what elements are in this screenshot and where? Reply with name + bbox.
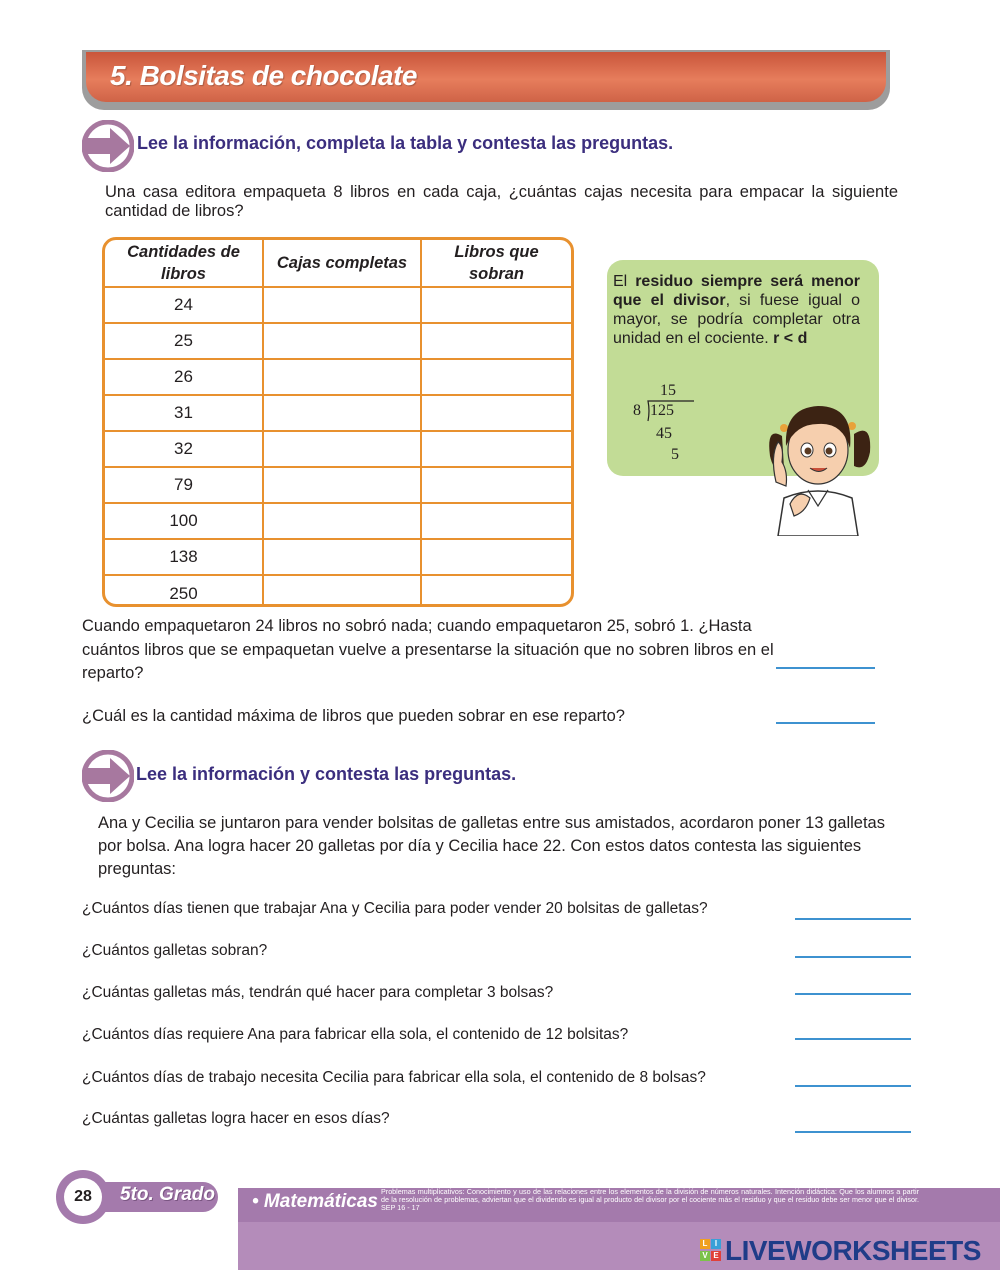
logo-letter: I (711, 1239, 721, 1249)
books-count: 100 (105, 503, 263, 539)
question-item: ¿Cuántos días requiere Ana para fabricar ella sola, el contenido de 12 bolsitas? (82, 1026, 629, 1043)
answer-line[interactable] (795, 956, 911, 958)
books-count: 26 (105, 359, 263, 395)
division-quotient: 15 (660, 382, 676, 399)
problem-2: Ana y Cecilia se juntaron para vender bolsitas de galletas entre sus amistados, acordaron poner 13 galletas por bolsa. Ana logra hacer 20 galletas por día y Cecilia hace 22. Con estos datos contesta las siguientes preguntas: (98, 814, 885, 878)
division-divisor: 8 (633, 402, 641, 419)
full-boxes-input[interactable] (263, 575, 421, 607)
table-row (105, 359, 571, 395)
info-rest: , si fuese igual o mayor, se podría completar otra unidad en el cociente. (613, 292, 861, 347)
answer-line[interactable] (776, 667, 875, 669)
table-row (105, 395, 571, 431)
info-text (613, 272, 860, 348)
leftover-books-input[interactable] (421, 287, 571, 323)
leftover-books-input[interactable] (421, 539, 571, 575)
leftover-books-input[interactable] (421, 323, 571, 359)
table-row (105, 323, 571, 359)
grade-label: 5to. Grado (120, 1184, 216, 1205)
answer-line[interactable] (776, 722, 875, 724)
answer-line[interactable] (795, 918, 911, 920)
division-example (628, 382, 708, 472)
full-boxes-input[interactable] (263, 287, 421, 323)
answer-line[interactable] (795, 993, 911, 995)
leftover-books-input[interactable] (421, 575, 571, 607)
info-bold: residuo siempre será menor que el divisor (613, 273, 860, 309)
books-count: 31 (105, 395, 263, 431)
logo-letter: E (711, 1251, 721, 1261)
question-item: ¿Cuántos días de trabajo necesita Cecilia para fabricar ella sola, el contenido de 8 bolsas? (82, 1069, 706, 1086)
girl-illustration (762, 386, 874, 536)
arrow-right-icon (82, 750, 134, 802)
books-count: 138 (105, 539, 263, 575)
liveworksheets-logo (700, 1235, 981, 1267)
page-number: 28 (64, 1178, 102, 1216)
books-count: 25 (105, 323, 263, 359)
question-item: ¿Cuántas galletas más, tendrán qué hacer para completar 3 bolsas? (82, 984, 554, 1001)
answer-line[interactable] (795, 1085, 911, 1087)
table-header-cell: Libros que sobran (421, 240, 571, 287)
question-item: ¿Cuántas galletas logra hacer en esos días? (82, 1110, 390, 1127)
question-item: ¿Cuántos días tienen que trabajar Ana y Cecilia para poder vender 20 bolsitas de galletas? (82, 900, 708, 917)
table-row (105, 575, 571, 607)
division-bracket (644, 399, 696, 423)
table-row (105, 539, 571, 575)
full-boxes-input[interactable] (263, 467, 421, 503)
full-boxes-input[interactable] (263, 323, 421, 359)
table-row (105, 503, 571, 539)
arrow-right-icon (82, 120, 134, 172)
subject-label: • Matemáticas (252, 1191, 378, 1212)
info-intro: El (613, 273, 628, 290)
answer-line[interactable] (795, 1038, 911, 1040)
instruction-2: Lee la información y contesta las preguntas. (136, 764, 517, 784)
table-header-row (105, 240, 571, 287)
full-boxes-input[interactable] (263, 431, 421, 467)
logo-letter: L (700, 1239, 710, 1249)
books-table (102, 237, 574, 607)
table-header-cell: Cantidades de libros (105, 240, 263, 287)
division-partial: 45 (656, 425, 672, 442)
leftover-books-input[interactable] (421, 359, 571, 395)
logo-letter: V (700, 1251, 710, 1261)
answer-line[interactable] (795, 1131, 911, 1133)
full-boxes-input[interactable] (263, 503, 421, 539)
leftover-books-input[interactable] (421, 431, 571, 467)
leftover-books-input[interactable] (421, 467, 571, 503)
question-item: ¿Cuántos galletas sobran? (82, 942, 268, 959)
question-2: ¿Cuál es la cantidad máxima de libros que pueden sobrar en ese reparto? (82, 707, 625, 725)
question-1: Cuando empaquetaron 24 libros no sobró nada; cuando empaquetaron 25, sobró 1. ¿Hasta cuántos libros que se empaquetan vuelve a presentarse la situación que no sobren libros en el reparto? (82, 617, 774, 682)
footer-note: Problemas multiplicativos: Conocimiento y uso de las relaciones entre los elementos de la división de números naturales. Intención didáctica: Que los alumnos a partir de la resolución de problemas, adviertan que el dividendo es igual al producto del divisor por el cociente más el residuo y que el residuo debe ser menor que el divisor. SEP 16 - 17 (381, 1187, 919, 1213)
full-boxes-input[interactable] (263, 395, 421, 431)
books-count: 24 (105, 287, 263, 323)
table-row (105, 431, 571, 467)
page-title: 5. Bolsitas de chocolate (110, 60, 417, 91)
info-formula: r < d (773, 330, 808, 347)
table-row (105, 467, 571, 503)
problem-1: Una casa editora empaqueta 8 libros en cada caja, ¿cuántas cajas necesita para empacar la siguiente cantidad de libros? (105, 183, 898, 220)
leftover-books-input[interactable] (421, 503, 571, 539)
division-remainder: 5 (671, 446, 679, 463)
division-dividend: 125 (650, 402, 674, 419)
full-boxes-input[interactable] (263, 539, 421, 575)
table-row (105, 287, 571, 323)
books-count: 32 (105, 431, 263, 467)
logo-squares-icon (700, 1239, 722, 1263)
full-boxes-input[interactable] (263, 359, 421, 395)
books-count: 250 (105, 575, 263, 607)
instruction-1: Lee la información, completa la tabla y contesta las preguntas. (137, 133, 674, 153)
leftover-books-input[interactable] (421, 395, 571, 431)
brand-name: LIVEWORKSHEETS (725, 1235, 981, 1266)
books-count: 79 (105, 467, 263, 503)
table-header-cell: Cajas completas (263, 240, 421, 287)
